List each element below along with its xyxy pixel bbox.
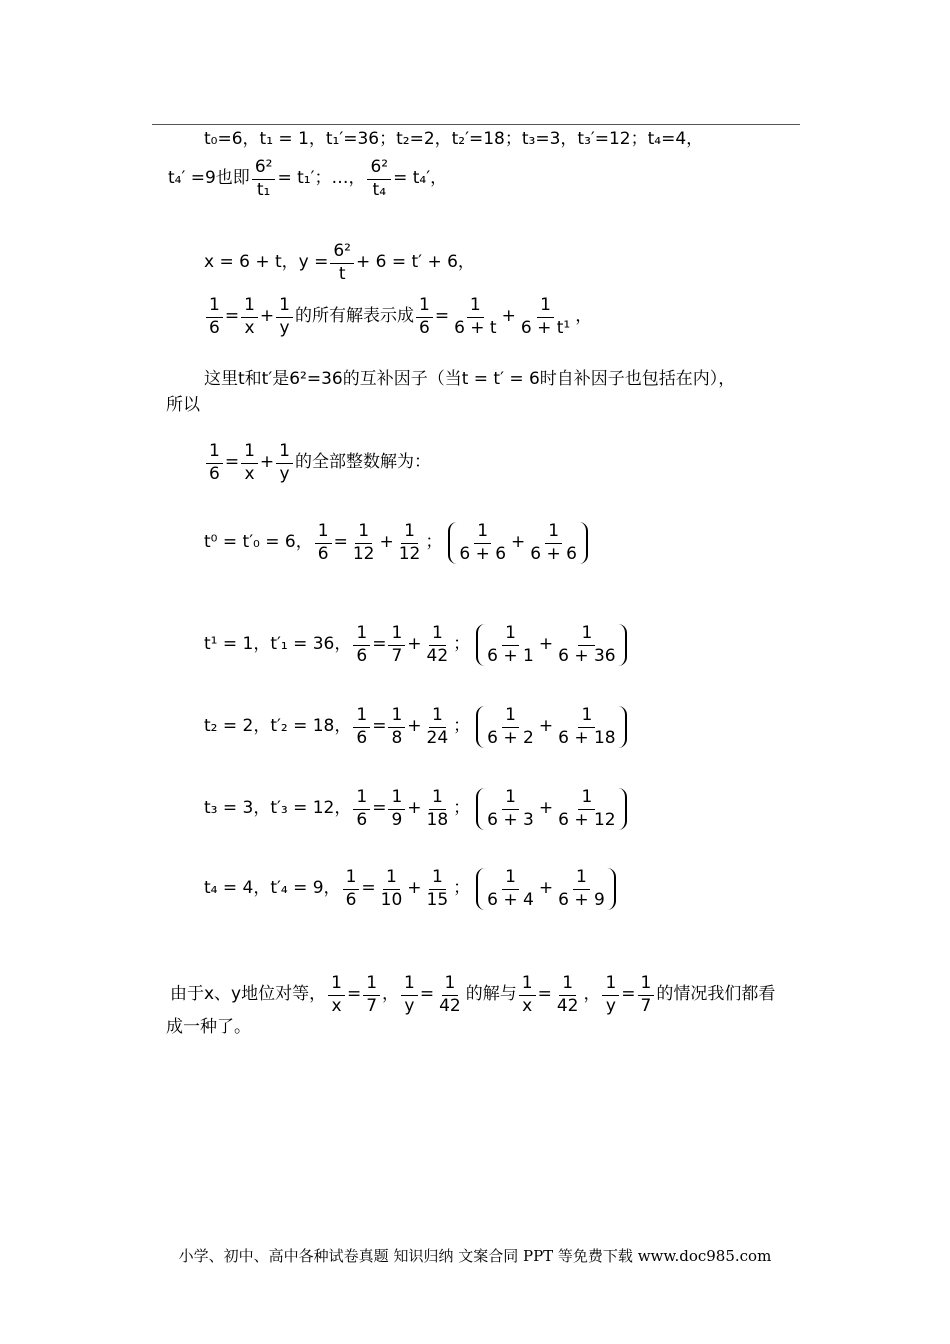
fraction <box>555 788 619 830</box>
separator: ； <box>425 532 443 553</box>
text: + 6 = t′ + 6， <box>356 252 475 273</box>
fraction <box>484 868 537 910</box>
numerator: 1 <box>388 706 405 728</box>
fraction <box>416 296 433 338</box>
solution-row <box>204 624 627 666</box>
parenthesized-expression <box>448 522 588 564</box>
denominator: 9 <box>391 809 403 830</box>
denominator: 7 <box>391 645 403 666</box>
separator: ； <box>453 716 471 737</box>
text: x = 6 + t，y = <box>204 252 329 273</box>
text: ， <box>382 984 400 1005</box>
final-paragraph-line-1 <box>170 974 775 1016</box>
formula-line-2 <box>168 158 447 200</box>
text: 的所有解表示成 <box>294 306 414 327</box>
numerator: 1 <box>416 296 433 318</box>
parenthesized-expression <box>476 868 616 910</box>
fraction <box>555 868 608 910</box>
numerator: 6² <box>330 242 354 264</box>
final-paragraph-line-2 <box>166 1018 251 1038</box>
denominator: t <box>338 263 346 284</box>
numerator: 1 <box>353 624 370 646</box>
equals-sign: = <box>372 798 387 819</box>
equals-sign: = <box>434 306 450 327</box>
fraction <box>388 706 405 748</box>
fraction <box>554 974 582 1016</box>
plus-sign: + <box>501 306 516 327</box>
fraction <box>206 442 223 484</box>
numerator: 6² <box>367 158 391 180</box>
text: ， <box>583 984 601 1005</box>
solution-label: t₃ = 3，t′₃ = 12， <box>204 798 352 819</box>
denominator: 42 <box>426 645 449 666</box>
denominator: 6 + 3 <box>487 809 534 830</box>
fraction <box>484 788 537 830</box>
denominator: 6 + 18 <box>558 727 616 748</box>
numerator: 1 <box>502 868 519 890</box>
parenthesized-expression <box>476 706 626 748</box>
separator: ； <box>453 878 471 899</box>
denominator: 7 <box>366 995 378 1016</box>
fraction <box>315 522 332 564</box>
numerator: 1 <box>328 974 345 996</box>
plus-sign: + <box>511 532 526 553</box>
denominator: 6 <box>418 317 430 338</box>
numerator: 1 <box>276 296 293 318</box>
numerator: 1 <box>467 296 484 318</box>
denominator: 6 + 36 <box>558 645 616 666</box>
fraction <box>436 974 464 1016</box>
denominator: 15 <box>426 889 449 910</box>
text: 所以 <box>166 395 200 415</box>
equals-sign: = <box>224 306 240 327</box>
denominator: 6 <box>356 645 368 666</box>
numerator: 1 <box>353 706 370 728</box>
equals-sign: = <box>621 984 636 1005</box>
solution-label: t⁰ = t′₀ = 6， <box>204 532 313 553</box>
fraction <box>555 706 619 748</box>
equals-sign: = <box>537 984 552 1005</box>
denominator: 12 <box>352 543 375 564</box>
denominator: x <box>522 995 533 1016</box>
text: 这里t和t′是6²=36的互补因子（当t = t′ = 6时自补因子也包括在内）， <box>204 369 736 389</box>
header-rule <box>152 124 800 125</box>
denominator: 6 <box>356 809 368 830</box>
equals-sign: = <box>224 452 240 473</box>
denominator: t₁ <box>256 179 271 200</box>
fraction <box>484 706 537 748</box>
plus-sign: + <box>407 634 422 655</box>
fraction <box>638 974 655 1016</box>
plus-sign: + <box>538 716 554 737</box>
paragraph-line <box>204 370 735 390</box>
plus-sign: + <box>538 634 554 655</box>
numerator: 1 <box>429 788 446 810</box>
equals-sign: = <box>372 634 387 655</box>
denominator: 6 + 4 <box>487 889 534 910</box>
fraction <box>353 788 370 830</box>
text: 由于x、y地位对等， <box>170 984 327 1005</box>
numerator: 1 <box>315 522 332 544</box>
plus-sign: + <box>538 798 554 819</box>
numerator: 1 <box>355 522 372 544</box>
numerator: 1 <box>537 296 554 318</box>
numerator: 1 <box>241 442 258 464</box>
fraction <box>276 442 293 484</box>
equals-sign: = <box>346 984 362 1005</box>
formula-line-3 <box>204 242 475 284</box>
fraction <box>378 868 406 910</box>
separator: ； <box>453 634 471 655</box>
denominator: 7 <box>640 995 652 1016</box>
formula-line-5 <box>204 442 431 484</box>
fraction <box>602 974 619 1016</box>
text-line-t-values <box>204 130 703 150</box>
text: 的情况我们都看 <box>656 984 776 1005</box>
solution-label: t₄ = 4，t′₄ = 9， <box>204 878 341 899</box>
fraction <box>424 706 452 748</box>
plus-sign: + <box>379 532 394 553</box>
solution-label: t₂ = 2，t′₂ = 18， <box>204 716 352 737</box>
text: t₄′ =9也即 <box>168 168 250 189</box>
equals-sign: = <box>419 984 435 1005</box>
denominator: 6 + 6 <box>530 543 577 564</box>
numerator: 1 <box>578 788 595 810</box>
fraction <box>388 788 405 830</box>
denominator: 6 <box>356 727 368 748</box>
numerator: 1 <box>502 788 519 810</box>
numerator: 1 <box>573 868 590 890</box>
numerator: 1 <box>578 706 595 728</box>
denominator: y <box>279 317 290 338</box>
numerator: 1 <box>502 706 519 728</box>
numerator: 1 <box>353 788 370 810</box>
paragraph-line <box>166 396 200 416</box>
parenthesized-expression <box>476 788 626 830</box>
denominator: x <box>331 995 342 1016</box>
fraction <box>401 974 418 1016</box>
solution-row <box>204 706 627 748</box>
denominator: y <box>605 995 616 1016</box>
formula-line-4 <box>204 296 592 338</box>
denominator: 42 <box>439 995 461 1016</box>
fraction <box>451 296 500 338</box>
denominator: y <box>404 995 415 1016</box>
fraction <box>424 868 452 910</box>
fraction <box>519 974 536 1016</box>
fraction <box>276 296 293 338</box>
plus-sign: + <box>259 306 275 327</box>
denominator: 6 <box>317 543 329 564</box>
denominator: 6 + t¹ <box>520 317 571 338</box>
fraction <box>527 522 580 564</box>
fraction <box>363 974 380 1016</box>
plus-sign: + <box>538 878 554 899</box>
fraction <box>518 296 573 338</box>
numerator: 1 <box>206 296 223 318</box>
numerator: 1 <box>401 974 418 996</box>
fraction <box>330 242 354 284</box>
denominator: t₄ <box>372 179 387 200</box>
text: 成一种了。 <box>166 1017 251 1037</box>
numerator: 1 <box>429 706 446 728</box>
parenthesized-expression <box>476 624 626 666</box>
text: ， <box>575 306 593 327</box>
equals-sign: = <box>361 878 376 899</box>
numerator: 1 <box>519 974 536 996</box>
equals-sign: = <box>333 532 348 553</box>
fraction <box>353 624 370 666</box>
numerator: 1 <box>559 974 576 996</box>
text: = t₁′；…， <box>277 168 366 189</box>
numerator: 1 <box>502 624 519 646</box>
denominator: y <box>279 463 290 484</box>
equals-sign: = <box>372 716 387 737</box>
numerator: 1 <box>206 442 223 464</box>
plus-sign: + <box>407 878 422 899</box>
denominator: 12 <box>398 543 421 564</box>
denominator: 6 + 6 <box>459 543 507 564</box>
fraction <box>328 974 345 1016</box>
numerator: 1 <box>343 868 360 890</box>
solution-row <box>204 868 616 910</box>
fraction <box>388 624 405 666</box>
numerator: 1 <box>401 522 418 544</box>
fraction <box>424 624 452 666</box>
numerator: 1 <box>638 974 655 996</box>
fraction <box>343 868 360 910</box>
fraction <box>241 296 258 338</box>
text: 的全部整数解为： <box>294 452 431 473</box>
page-footer: 小学、初中、高中各种试卷真题 知识归纳 文案合同 PPT 等免费下载 www.doc985.com <box>178 1247 772 1265</box>
fraction <box>241 442 258 484</box>
fraction <box>484 624 537 666</box>
solution-row <box>204 522 588 564</box>
text: 的解与 <box>465 984 517 1005</box>
numerator: 1 <box>474 522 491 544</box>
fraction <box>367 158 391 200</box>
denominator: 6 + 2 <box>487 727 534 748</box>
plus-sign: + <box>259 452 275 473</box>
t-values-text: t₀=6，t₁ = 1，t₁′=36；t₂=2，t₂′=18；t₃=3，t₃′=12；t₄=4， <box>204 129 704 149</box>
numerator: 1 <box>545 522 562 544</box>
plus-sign: + <box>407 798 422 819</box>
denominator: x <box>244 463 255 484</box>
fraction <box>555 624 619 666</box>
denominator: 6 + 9 <box>558 889 605 910</box>
separator: ； <box>453 798 471 819</box>
numerator: 1 <box>429 624 446 646</box>
denominator: 18 <box>426 809 449 830</box>
denominator: x <box>244 317 255 338</box>
denominator: 6 <box>209 317 220 338</box>
denominator: 6 + 1 <box>487 645 534 666</box>
solution-label: t¹ = 1，t′₁ = 36， <box>204 634 352 655</box>
numerator: 1 <box>602 974 619 996</box>
numerator: 1 <box>442 974 459 996</box>
denominator: 24 <box>426 727 449 748</box>
fraction <box>350 522 378 564</box>
denominator: 6 <box>345 889 357 910</box>
text: = t₄′， <box>393 168 448 189</box>
numerator: 1 <box>276 442 293 464</box>
numerator: 6² <box>252 158 276 180</box>
denominator: 6 + 12 <box>558 809 616 830</box>
fraction <box>456 522 509 564</box>
denominator: 8 <box>391 727 403 748</box>
fraction <box>353 706 370 748</box>
denominator: 6 <box>209 463 220 484</box>
fraction <box>396 522 424 564</box>
numerator: 1 <box>429 868 446 890</box>
numerator: 1 <box>388 624 405 646</box>
numerator: 1 <box>241 296 258 318</box>
plus-sign: + <box>407 716 422 737</box>
denominator: 6 + t <box>454 317 497 338</box>
numerator: 1 <box>388 788 405 810</box>
fraction <box>206 296 223 338</box>
fraction <box>252 158 276 200</box>
denominator: 42 <box>556 995 579 1016</box>
fraction <box>424 788 452 830</box>
denominator: 10 <box>380 889 403 910</box>
solution-row <box>204 788 627 830</box>
numerator: 1 <box>363 974 380 996</box>
numerator: 1 <box>383 868 400 890</box>
numerator: 1 <box>578 624 595 646</box>
